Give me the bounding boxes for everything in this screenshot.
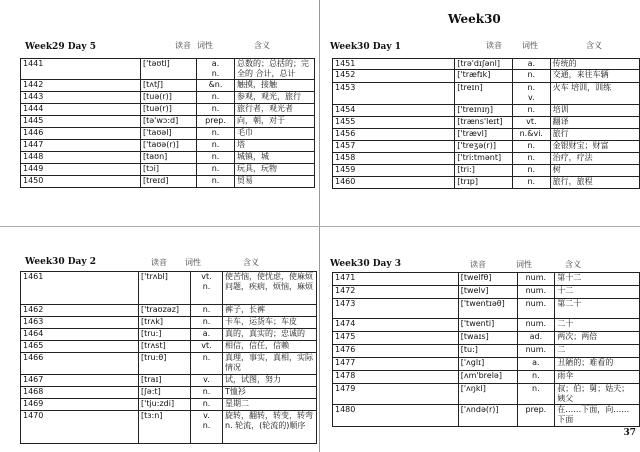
meaning: 相信，信任，信赖 <box>223 341 317 353</box>
phonetic: [twaɪs] <box>458 332 517 345</box>
column-header-pos: 词性 <box>197 41 213 50</box>
part-of-speech: num. <box>517 319 555 332</box>
entry-number: 1471 <box>333 273 459 286</box>
table-row <box>21 411 317 444</box>
part-of-speech: n. <box>191 399 223 411</box>
vocab-table <box>332 58 640 189</box>
phonetic: [trə'dɪʃənl] <box>455 59 513 70</box>
entry-number: 1454 <box>333 105 455 117</box>
table-row <box>21 140 315 152</box>
column-header-meaning: 含义 <box>586 41 602 50</box>
table-row <box>21 128 315 140</box>
meaning: 星期二 <box>223 399 317 411</box>
day-heading: Week30 Day 3 <box>330 259 401 269</box>
column-header-meaning: 含义 <box>243 258 259 267</box>
table-row <box>21 329 317 341</box>
phonetic: ['twentɪəθ] <box>458 299 517 319</box>
part-of-speech: a. n. <box>197 59 235 80</box>
entry-number: 1457 <box>333 141 455 153</box>
phonetic: ['tri:tmənt] <box>455 153 513 165</box>
entry-number: 1447 <box>21 140 141 152</box>
part-of-speech: n. <box>512 105 550 117</box>
entry-number: 1442 <box>21 80 141 92</box>
part-of-speech: n.&vi. <box>512 129 550 141</box>
table-row <box>333 332 640 345</box>
entry-number: 1473 <box>333 299 459 319</box>
phonetic: ['treʒə(r)] <box>455 141 513 153</box>
meaning: 裤子，长裤 <box>223 305 317 317</box>
meaning: 翻译 <box>550 117 639 129</box>
entry-number: 1443 <box>21 92 141 104</box>
table-row <box>333 59 640 70</box>
meaning: 塔 <box>235 140 315 152</box>
meaning: 使苦恼，使忧虑，使麻烦 问题，疾病，烦恼，麻烦 <box>223 272 317 305</box>
part-of-speech: n. <box>512 165 550 177</box>
part-of-speech: n. <box>191 387 223 399</box>
part-of-speech: n. <box>197 140 235 152</box>
day-heading: Week30 Day 1 <box>330 42 401 52</box>
phonetic: ['ʌglɪ] <box>458 358 517 371</box>
part-of-speech: n. <box>512 70 550 83</box>
table-row <box>333 141 640 153</box>
meaning: 旋转，翻转，转变，转弯 n. 轮流，(轮流的)顺序 <box>223 411 317 444</box>
meaning: T恤衫 <box>223 387 317 399</box>
entry-number: 1449 <box>21 164 141 176</box>
table-row <box>21 80 315 92</box>
table-row <box>21 387 317 399</box>
phonetic: ['trævl] <box>455 129 513 141</box>
part-of-speech: prep. <box>197 116 235 128</box>
vocab-table <box>332 272 640 427</box>
part-of-speech: n. <box>517 384 555 405</box>
part-of-speech: vt. n. <box>191 272 223 305</box>
day-heading: Week29 Day 5 <box>25 42 96 52</box>
phonetic: ['traʊzəz] <box>139 305 191 317</box>
table-row <box>333 358 640 371</box>
part-of-speech: prep. <box>517 405 555 427</box>
entry-number: 1465 <box>21 341 139 353</box>
meaning: 在……下面，向……下面 <box>555 405 640 427</box>
phonetic: [trɪp] <box>455 177 513 189</box>
meaning: 旅行，旅程 <box>550 177 639 189</box>
meaning: 第二十 <box>555 299 640 319</box>
table-row <box>333 345 640 358</box>
meaning: 试，试图，努力 <box>223 375 317 387</box>
part-of-speech: num. <box>517 299 555 319</box>
entry-number: 1468 <box>21 387 139 399</box>
phonetic: [tuə(r)] <box>141 104 197 116</box>
part-of-speech: a. <box>517 358 555 371</box>
table-row <box>333 105 640 117</box>
entry-number: 1446 <box>21 128 141 140</box>
column-header-phon: 读音 <box>151 258 167 267</box>
vocab-table <box>20 58 315 188</box>
meaning: 树 <box>550 165 639 177</box>
meaning: 丑陋的；难看的 <box>555 358 640 371</box>
table-row <box>333 70 640 83</box>
part-of-speech: n. <box>197 164 235 176</box>
table-row <box>333 129 640 141</box>
column-header-pos: 词性 <box>516 260 532 269</box>
table-row <box>21 104 315 116</box>
table-row <box>333 371 640 384</box>
phonetic: [tru:] <box>139 329 191 341</box>
phonetic: [traɪ] <box>139 375 191 387</box>
table-row <box>21 399 317 411</box>
part-of-speech: vt. <box>512 117 550 129</box>
phonetic: [treɪd] <box>141 176 197 188</box>
meaning: 传统的 <box>550 59 639 70</box>
entry-number: 1464 <box>21 329 139 341</box>
entry-number: 1478 <box>333 371 459 384</box>
part-of-speech: num. <box>517 286 555 299</box>
part-of-speech: n. <box>191 317 223 329</box>
meaning: 毛巾 <box>235 128 315 140</box>
meaning: 贸易 <box>235 176 315 188</box>
part-of-speech: n. <box>512 153 550 165</box>
entry-number: 1466 <box>21 353 139 375</box>
meaning: 交通，来往车辆 <box>550 70 639 83</box>
phonetic: [tɔi] <box>141 164 197 176</box>
entry-number: 1459 <box>333 165 455 177</box>
table-row <box>21 59 315 80</box>
entry-number: 1472 <box>333 286 459 299</box>
part-of-speech: n. <box>197 176 235 188</box>
phonetic: [trʌk] <box>139 317 191 329</box>
phonetic: [tri:] <box>455 165 513 177</box>
phonetic: [twelfθ] <box>458 273 517 286</box>
phonetic: ['trʌbl] <box>139 272 191 305</box>
column-header-pos: 词性 <box>522 41 538 50</box>
entry-number: 1452 <box>333 70 455 83</box>
table-row <box>333 319 640 332</box>
meaning: 总数的；总括的；完全的 合计，总计 <box>235 59 315 80</box>
meaning: 城镇，城 <box>235 152 315 164</box>
meaning: 金银财宝；财富 <box>550 141 639 153</box>
table-row <box>21 116 315 128</box>
phonetic: [tʌtʃ] <box>141 80 197 92</box>
meaning: 治疗，疗法 <box>550 153 639 165</box>
meaning: 叔；伯；舅；姑夫；姨父 <box>555 384 640 405</box>
table-row <box>21 305 317 317</box>
phonetic: [ʌm'brelə] <box>458 371 517 384</box>
table-row <box>333 117 640 129</box>
entry-number: 1469 <box>21 399 139 411</box>
entry-number: 1444 <box>21 104 141 116</box>
phonetic: ['ʌndə(r)] <box>458 405 517 427</box>
phonetic: [tru:θ] <box>139 353 191 375</box>
entry-number: 1475 <box>333 332 459 345</box>
column-header-phon: 读音 <box>486 41 502 50</box>
column-header-phon: 读音 <box>470 260 486 269</box>
table-row <box>333 405 640 427</box>
meaning: 玩具，玩物 <box>235 164 315 176</box>
part-of-speech: n. <box>191 305 223 317</box>
phonetic: ['taʊəl] <box>141 128 197 140</box>
part-of-speech: n. <box>191 353 223 375</box>
table-row <box>21 92 315 104</box>
phonetic: [trʌst] <box>139 341 191 353</box>
meaning: 二 <box>555 345 640 358</box>
phonetic: ['təʊtl] <box>141 59 197 80</box>
entry-number: 1445 <box>21 116 141 128</box>
meaning: 第十二 <box>555 273 640 286</box>
entry-number: 1453 <box>333 83 455 105</box>
phonetic: [tə'wɔ:d] <box>141 116 197 128</box>
meaning: 参观，观光，旅行 <box>235 92 315 104</box>
entry-number: 1479 <box>333 384 459 405</box>
phonetic: ['treɪnɪŋ] <box>455 105 513 117</box>
entry-number: 1463 <box>21 317 139 329</box>
meaning: 卡车，运货车；车皮 <box>223 317 317 329</box>
part-of-speech: num. <box>517 273 555 286</box>
entry-number: 1450 <box>21 176 141 188</box>
table-row <box>21 272 317 305</box>
meaning: 十二 <box>555 286 640 299</box>
entry-number: 1455 <box>333 117 455 129</box>
meaning: 旅行 <box>550 129 639 141</box>
part-of-speech: v. <box>191 375 223 387</box>
page-divider-horizontal <box>0 226 640 227</box>
part-of-speech: n. <box>517 371 555 384</box>
part-of-speech: n. <box>197 152 235 164</box>
part-of-speech: n. <box>512 177 550 189</box>
meaning: 两次；两倍 <box>555 332 640 345</box>
meaning: 向，朝，对于 <box>235 116 315 128</box>
part-of-speech: v. n. <box>191 411 223 444</box>
phonetic: ['taʊə(r)] <box>141 140 197 152</box>
vocab-table <box>20 271 317 444</box>
table-row <box>333 299 640 319</box>
week-title: Week30 <box>448 12 501 26</box>
table-row <box>333 165 640 177</box>
part-of-speech: a. <box>191 329 223 341</box>
day-heading: Week30 Day 2 <box>25 257 96 267</box>
phonetic: [træns'leɪt] <box>455 117 513 129</box>
part-of-speech: n. <box>197 104 235 116</box>
column-header-meaning: 含义 <box>254 41 270 50</box>
meaning: 真的，真实的；忠诚的 <box>223 329 317 341</box>
meaning: 培训 <box>550 105 639 117</box>
phonetic: [twelv] <box>458 286 517 299</box>
part-of-speech: &n. <box>197 80 235 92</box>
meaning: 真理，事实，真相，实际情况 <box>223 353 317 375</box>
table-row <box>333 286 640 299</box>
phonetic: ['tju:zdi] <box>139 399 191 411</box>
part-of-speech: vt. <box>191 341 223 353</box>
table-row <box>333 83 640 105</box>
part-of-speech: n. <box>197 128 235 140</box>
meaning: 二十 <box>555 319 640 332</box>
entry-number: 1441 <box>21 59 141 80</box>
table-row <box>21 353 317 375</box>
entry-number: 1477 <box>333 358 459 371</box>
part-of-speech: ad. <box>517 332 555 345</box>
column-header-meaning: 含义 <box>565 260 581 269</box>
entry-number: 1451 <box>333 59 455 70</box>
meaning: 火车 培训，训练 <box>550 83 639 105</box>
table-row <box>333 384 640 405</box>
table-row <box>21 341 317 353</box>
meaning: 旅行者，观光者 <box>235 104 315 116</box>
phonetic: [ʃə:t] <box>139 387 191 399</box>
phonetic: [tuə(r)] <box>141 92 197 104</box>
table-row <box>21 317 317 329</box>
column-header-phon: 读音 <box>175 41 191 50</box>
column-header-pos: 词性 <box>185 258 201 267</box>
part-of-speech: n. <box>197 92 235 104</box>
part-of-speech: a. <box>512 59 550 70</box>
table-row <box>333 153 640 165</box>
phonetic: ['twenti] <box>458 319 517 332</box>
entry-number: 1456 <box>333 129 455 141</box>
meaning: 雨伞 <box>555 371 640 384</box>
phonetic: [tu:] <box>458 345 517 358</box>
phonetic: [treɪn] <box>455 83 513 105</box>
entry-number: 1467 <box>21 375 139 387</box>
page-number: 37 <box>623 428 636 438</box>
table-row <box>333 273 640 286</box>
phonetic: [tɜ:n] <box>139 411 191 444</box>
part-of-speech: n. v. <box>512 83 550 105</box>
phonetic: ['træfɪk] <box>455 70 513 83</box>
entry-number: 1461 <box>21 272 139 305</box>
entry-number: 1470 <box>21 411 139 444</box>
entry-number: 1460 <box>333 177 455 189</box>
entry-number: 1480 <box>333 405 459 427</box>
entry-number: 1458 <box>333 153 455 165</box>
entry-number: 1476 <box>333 345 459 358</box>
phonetic: ['ʌŋkl] <box>458 384 517 405</box>
table-row <box>21 164 315 176</box>
phonetic: [taʊn] <box>141 152 197 164</box>
part-of-speech: n. <box>512 141 550 153</box>
part-of-speech: num. <box>517 345 555 358</box>
table-row <box>21 375 317 387</box>
entry-number: 1448 <box>21 152 141 164</box>
entry-number: 1474 <box>333 319 459 332</box>
table-row <box>21 176 315 188</box>
table-row <box>21 152 315 164</box>
meaning: 触摸，接触 <box>235 80 315 92</box>
entry-number: 1462 <box>21 305 139 317</box>
table-row <box>333 177 640 189</box>
